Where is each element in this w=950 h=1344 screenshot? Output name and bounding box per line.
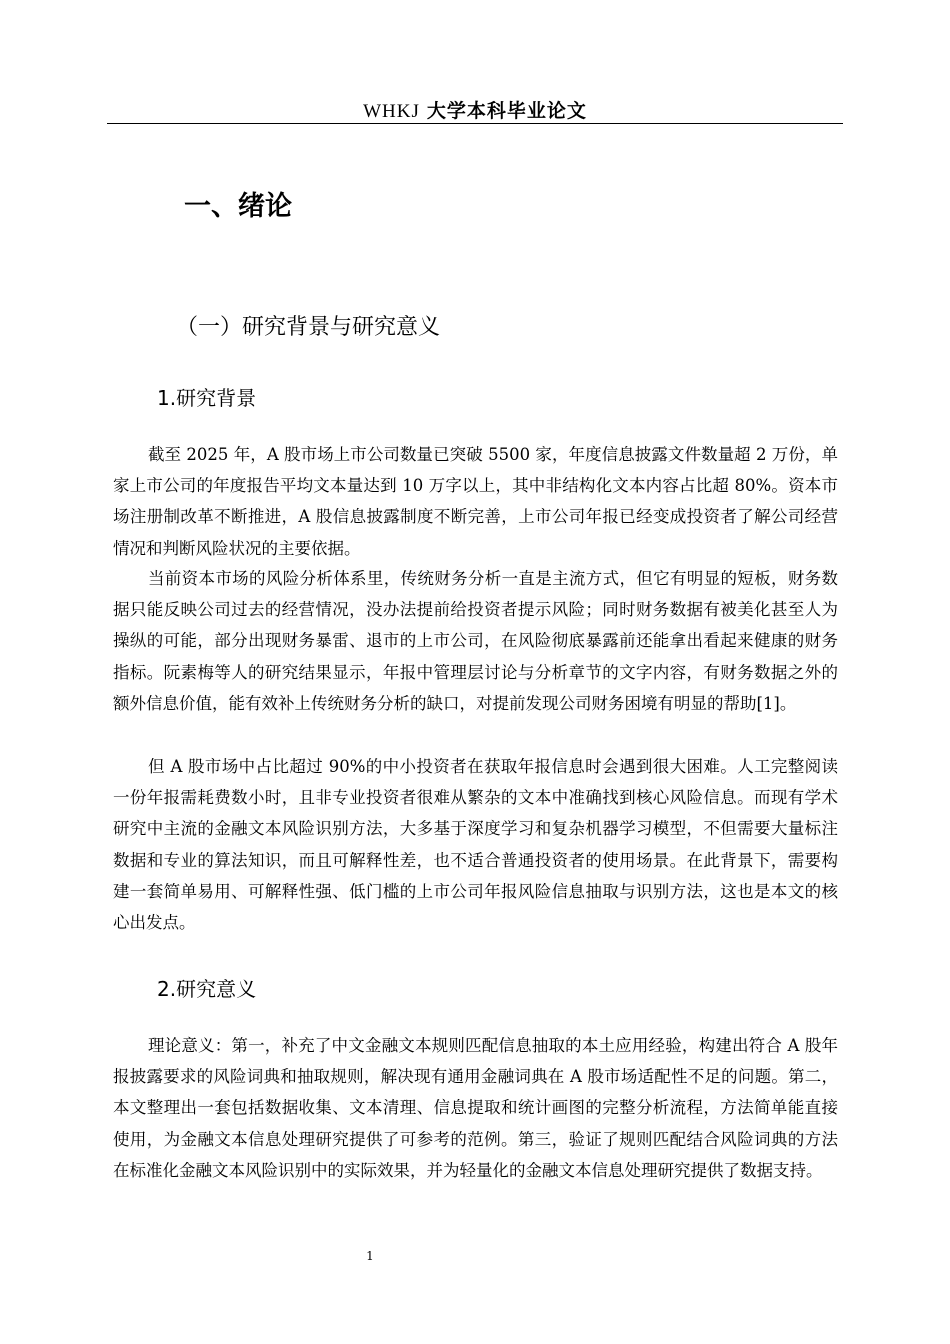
page-number: 1 <box>366 1249 374 1263</box>
header-title-cjk: 大学本科毕业论文 <box>426 100 587 122</box>
subsection-heading-background: 1.研究背景 <box>157 386 257 410</box>
body-paragraph: 理论意义：第一，补充了中文金融文本规则匹配信息抽取的本土应用经验，构建出符合 A 股年报披露要求的风险词典和抽取规则，解决现有通用金融词典在 A 股市场适配性不足的问题。第二，本文整理出一套包括数据收集、文本清理、信息提取和统计画图的完整分析流程，方法简单能直接使用，为金融文本信息处理研究提供了可参考的范例。第三，验证了规则匹配结合风险词典的方法在标准化金融文本风险识别中的实际效果，并为轻量化的金融文本信息处理研究提供了数据支持。 <box>113 1036 838 1180</box>
running-header <box>107 96 843 123</box>
header-divider <box>107 123 843 124</box>
body-paragraph: 但 A 股市场中占比超过 90%的中小投资者在获取年报信息时会遇到很大困难。人工完整阅读一份年报需耗费数小时，且非专业投资者很难从繁杂的文本中准确找到核心风险信息。而现有学术研究中主流的金融文本风险识别方法，大多基于深度学习和复杂机器学习模型，不但需要大量标注数据和专业的算法知识，而且可解释性差，也不适合普通投资者的使用场景。在此背景下，需要构建一套简单易用、可解释性强、低门槛的上市公司年报风险信息抽取与识别方法，这也是本文的核心出发点。 <box>113 757 838 933</box>
body-paragraph: 截至 2025 年，A 股市场上市公司数量已突破 5500 家，年度信息披露文件数量超 2 万份，单家上市公司的年度报告平均文本量达到 10 万字以上，其中非结构化文本内容占比超 80%。资本市场注册制改革不断推进，A 股信息披露制度不断完善，上市公司年报已经变成投资者了解公司经营情况和判断风险状况的主要依据。 <box>113 445 838 558</box>
chapter-heading: 一、绪论 <box>184 191 292 222</box>
body-paragraph: 当前资本市场的风险分析体系里，传统财务分析一直是主流方式，但它有明显的短板，财务数据只能反映公司过去的经营情况，没办法提前给投资者提示风险；同时财务数据有被美化甚至人为操纵的可能，部分出现财务暴雷、退市的上市公司，在风险彻底暴露前还能拿出看起来健康的财务指标。阮素梅等人的研究结果显示，年报中管理层讨论与分析章节的文字内容，有财务数据之外的额外信息价值，能有效补上传统财务分析的缺口，对提前发现公司财务困境有明显的帮助[1]。 <box>113 569 838 713</box>
section-heading: （一）研究背景与研究意义 <box>176 315 441 340</box>
subsection-heading-significance: 2.研究意义 <box>157 977 257 1001</box>
header-title-latin: WHKJ <box>363 101 420 122</box>
